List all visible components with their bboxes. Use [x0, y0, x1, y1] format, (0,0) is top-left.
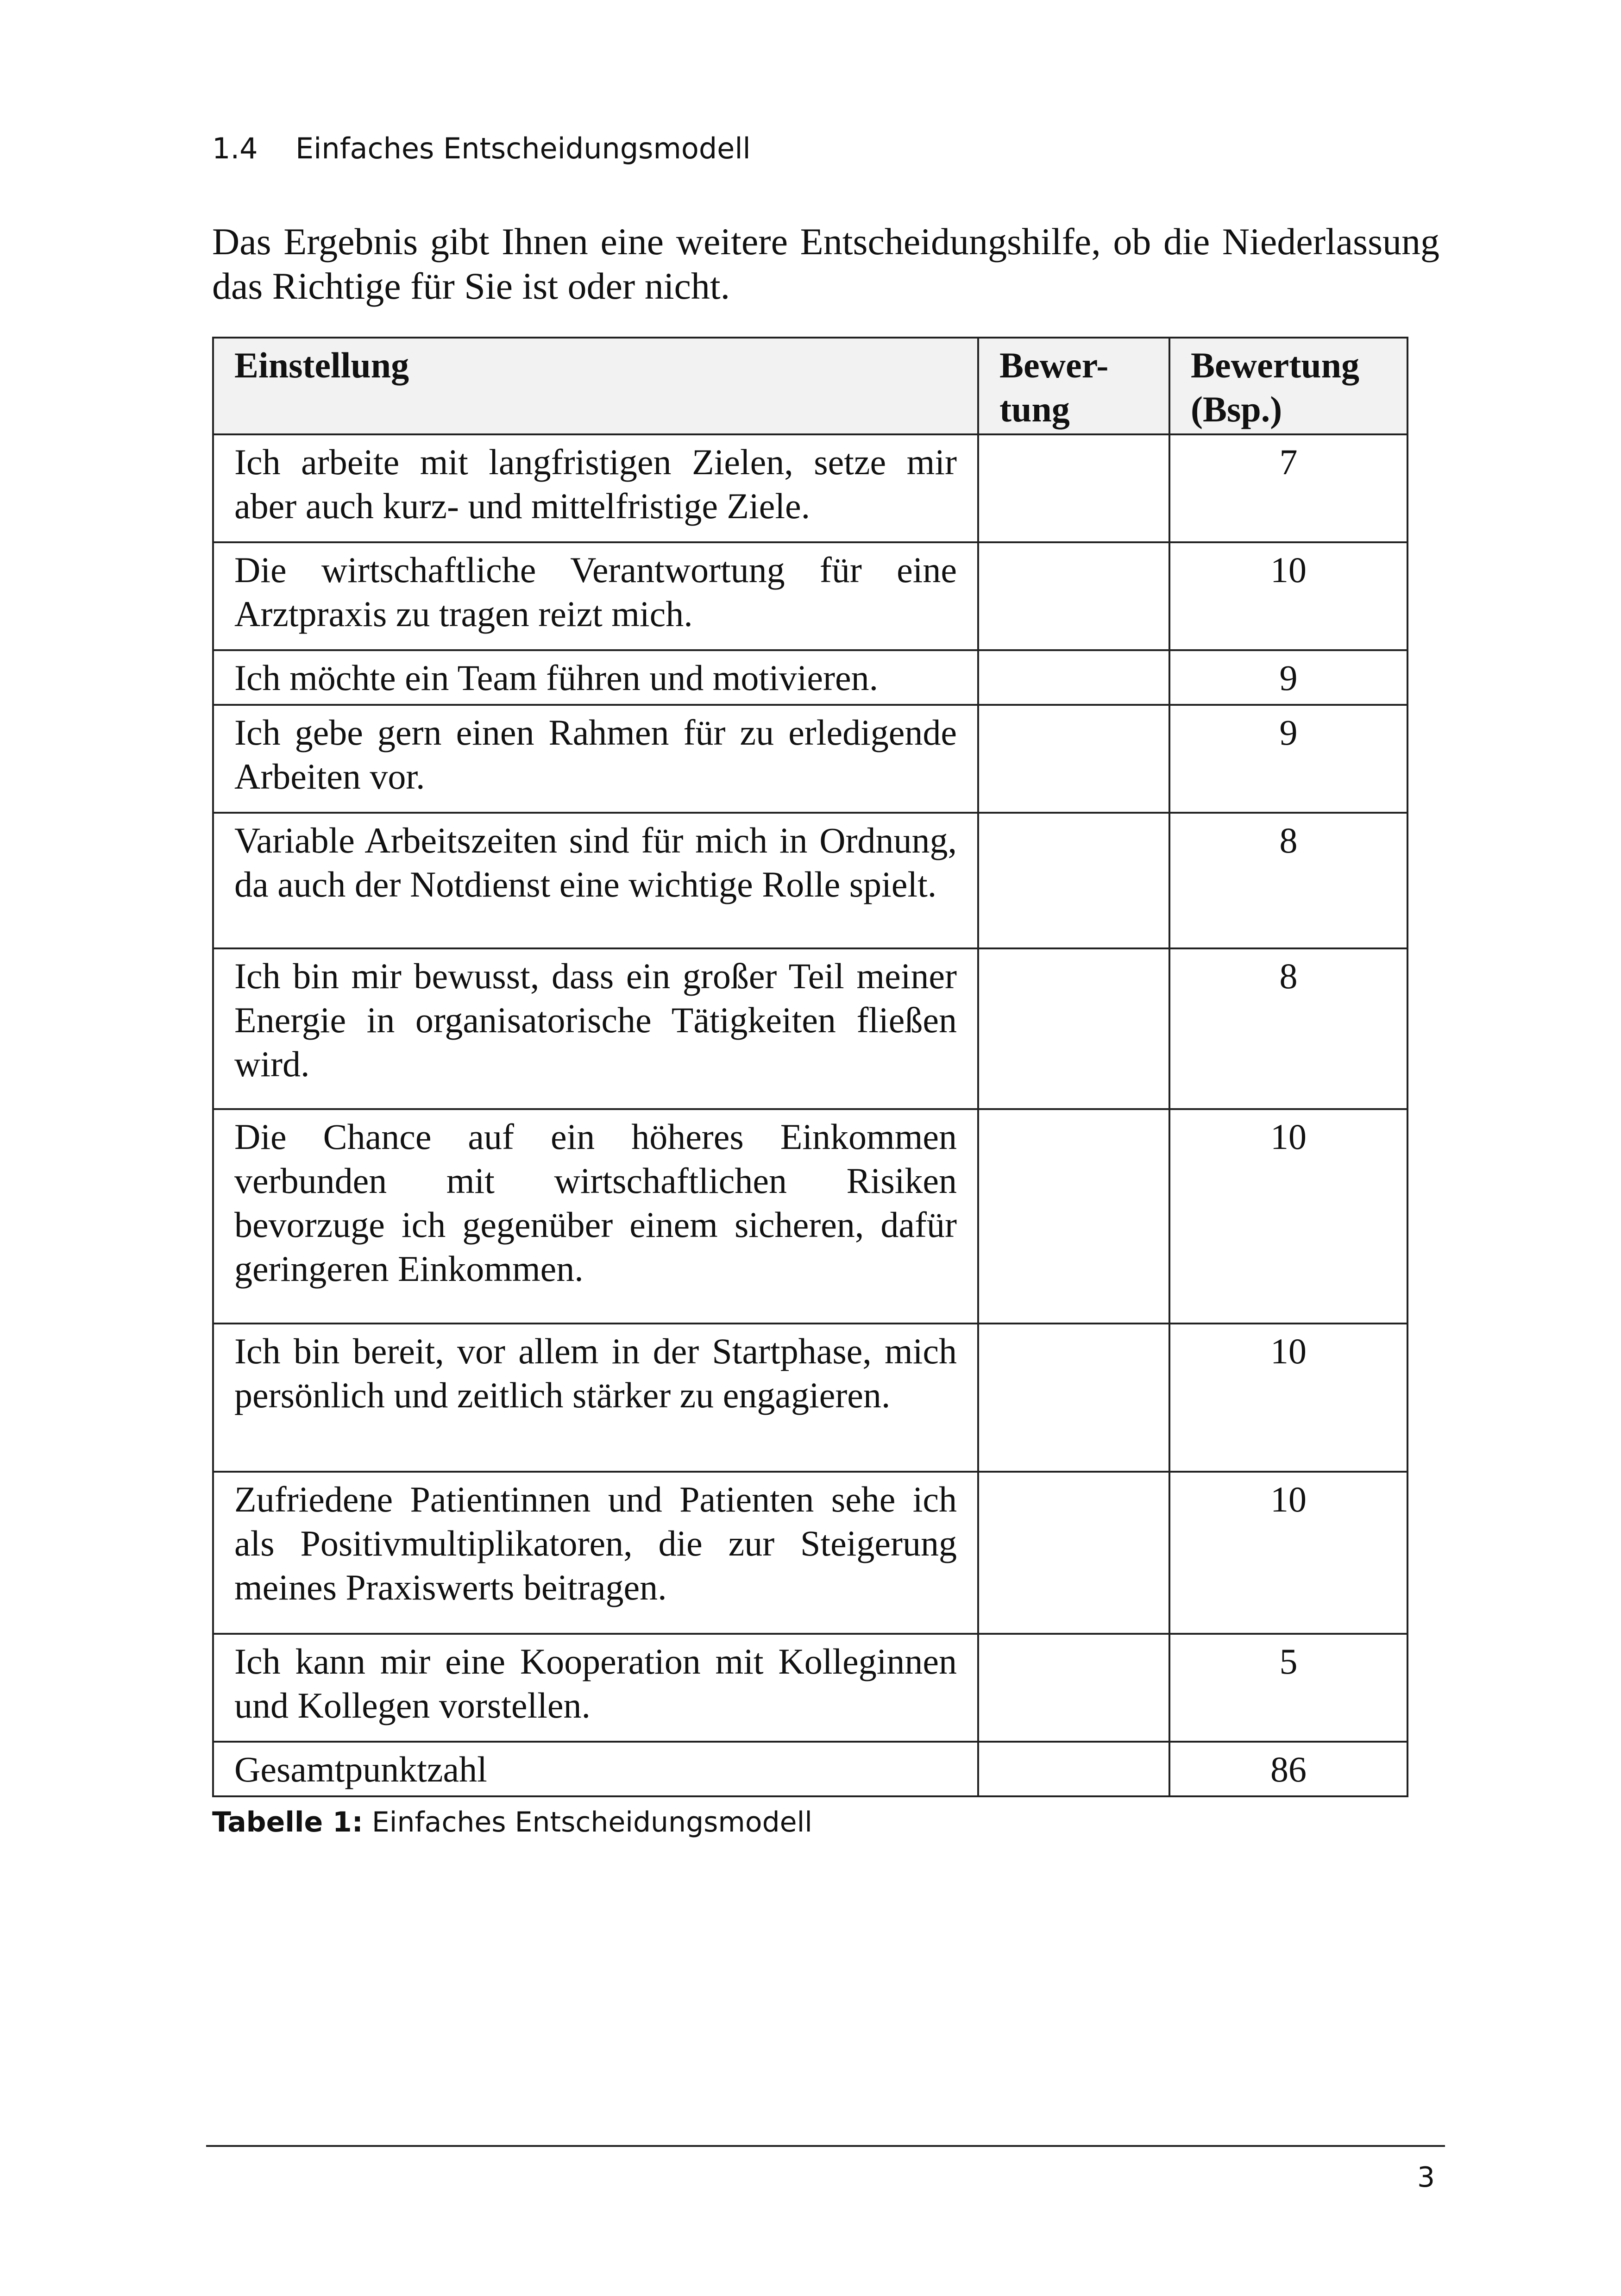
statement-cell: Ich arbeite mit langfristigen Zielen, setze mir aber auch kurz- und mittelfristige Ziele. — [213, 434, 978, 542]
rating-cell[interactable] — [978, 434, 1169, 542]
example-rating-cell: 9 — [1169, 650, 1407, 705]
section-title: Einfaches Entscheidungsmodell — [295, 132, 751, 165]
table-row — [213, 1324, 1407, 1472]
table-row — [213, 705, 1407, 813]
statement-cell: Ich möchte ein Team führen und motivieren. — [213, 650, 978, 705]
table-row — [213, 1472, 1407, 1634]
statement-cell: Die wirtschaftliche Verantwortung für eine Arztpraxis zu tragen reizt mich. — [213, 542, 978, 650]
section-number: 1.4 — [212, 132, 258, 165]
example-rating-cell: 10 — [1169, 1109, 1407, 1324]
table-row — [213, 1109, 1407, 1324]
footer-divider — [206, 2145, 1445, 2147]
rating-cell[interactable] — [978, 1324, 1169, 1472]
example-rating-cell: 9 — [1169, 705, 1407, 813]
header-statement: Einstellung — [213, 338, 978, 434]
rating-cell[interactable] — [978, 1472, 1169, 1634]
example-rating-cell: 10 — [1169, 542, 1407, 650]
example-rating-cell: 10 — [1169, 1472, 1407, 1634]
example-rating-cell: 8 — [1169, 813, 1407, 948]
statement-cell: Ich kann mir eine Kooperation mit Kolleginnen und Kollegen vorstellen. — [213, 1634, 978, 1742]
section-heading — [212, 134, 751, 163]
example-rating-cell: 5 — [1169, 1634, 1407, 1742]
total-example-cell: 86 — [1169, 1742, 1407, 1796]
rating-cell[interactable] — [978, 948, 1169, 1109]
caption-label: Tabelle 1: — [212, 1806, 363, 1838]
decision-model-table — [212, 337, 1408, 1797]
header-example: Bewertung (Bsp.) — [1169, 338, 1407, 434]
rating-cell[interactable] — [978, 705, 1169, 813]
table-row — [213, 650, 1407, 705]
table-row — [213, 434, 1407, 542]
total-label: Gesamtpunktzahl — [213, 1742, 978, 1796]
total-row — [213, 1742, 1407, 1796]
example-rating-cell: 8 — [1169, 948, 1407, 1109]
rating-cell[interactable] — [978, 542, 1169, 650]
table-caption — [212, 1808, 812, 1836]
statement-cell: Zufriedene Patientinnen und Patienten sehe ich als Positivmultiplikatoren, die zur Steigerung meines Praxiswerts beitragen. — [213, 1472, 978, 1634]
table-row — [213, 948, 1407, 1109]
statement-cell: Ich gebe gern einen Rahmen für zu erledigende Arbeiten vor. — [213, 705, 978, 813]
statement-cell: Ich bin mir bewusst, dass ein großer Teil meiner Energie in organisatorische Tätigkeiten fließen wird. — [213, 948, 978, 1109]
statement-cell: Die Chance auf ein höheres Einkommen verbunden mit wirtschaftlichen Risiken bevorzuge ich gegenüber einem sicheren, dafür geringeren Einkommen. — [213, 1109, 978, 1324]
header-rating: Bewer- tung — [978, 338, 1169, 434]
total-rating-cell[interactable] — [978, 1742, 1169, 1796]
example-rating-cell: 7 — [1169, 434, 1407, 542]
rating-cell[interactable] — [978, 813, 1169, 948]
table-header-row — [213, 338, 1407, 434]
table-row — [213, 1634, 1407, 1742]
example-rating-cell: 10 — [1169, 1324, 1407, 1472]
caption-text: Einfaches Entscheidungsmodell — [371, 1806, 812, 1838]
table-row — [213, 813, 1407, 948]
table-row — [213, 542, 1407, 650]
rating-cell[interactable] — [978, 650, 1169, 705]
rating-cell[interactable] — [978, 1109, 1169, 1324]
page-number: 3 — [1417, 2161, 1435, 2194]
statement-cell: Ich bin bereit, vor allem in der Startphase, mich persönlich und zeitlich stärker zu engagieren. — [213, 1324, 978, 1472]
intro-paragraph: Das Ergebnis gibt Ihnen eine weitere Entscheidungshilfe, ob die Niederlassung das Richtige für Sie ist oder nicht. — [212, 220, 1439, 307]
statement-cell: Variable Arbeitszeiten sind für mich in Ordnung, da auch der Notdienst eine wichtige Rolle spielt. — [213, 813, 978, 948]
rating-cell[interactable] — [978, 1634, 1169, 1742]
